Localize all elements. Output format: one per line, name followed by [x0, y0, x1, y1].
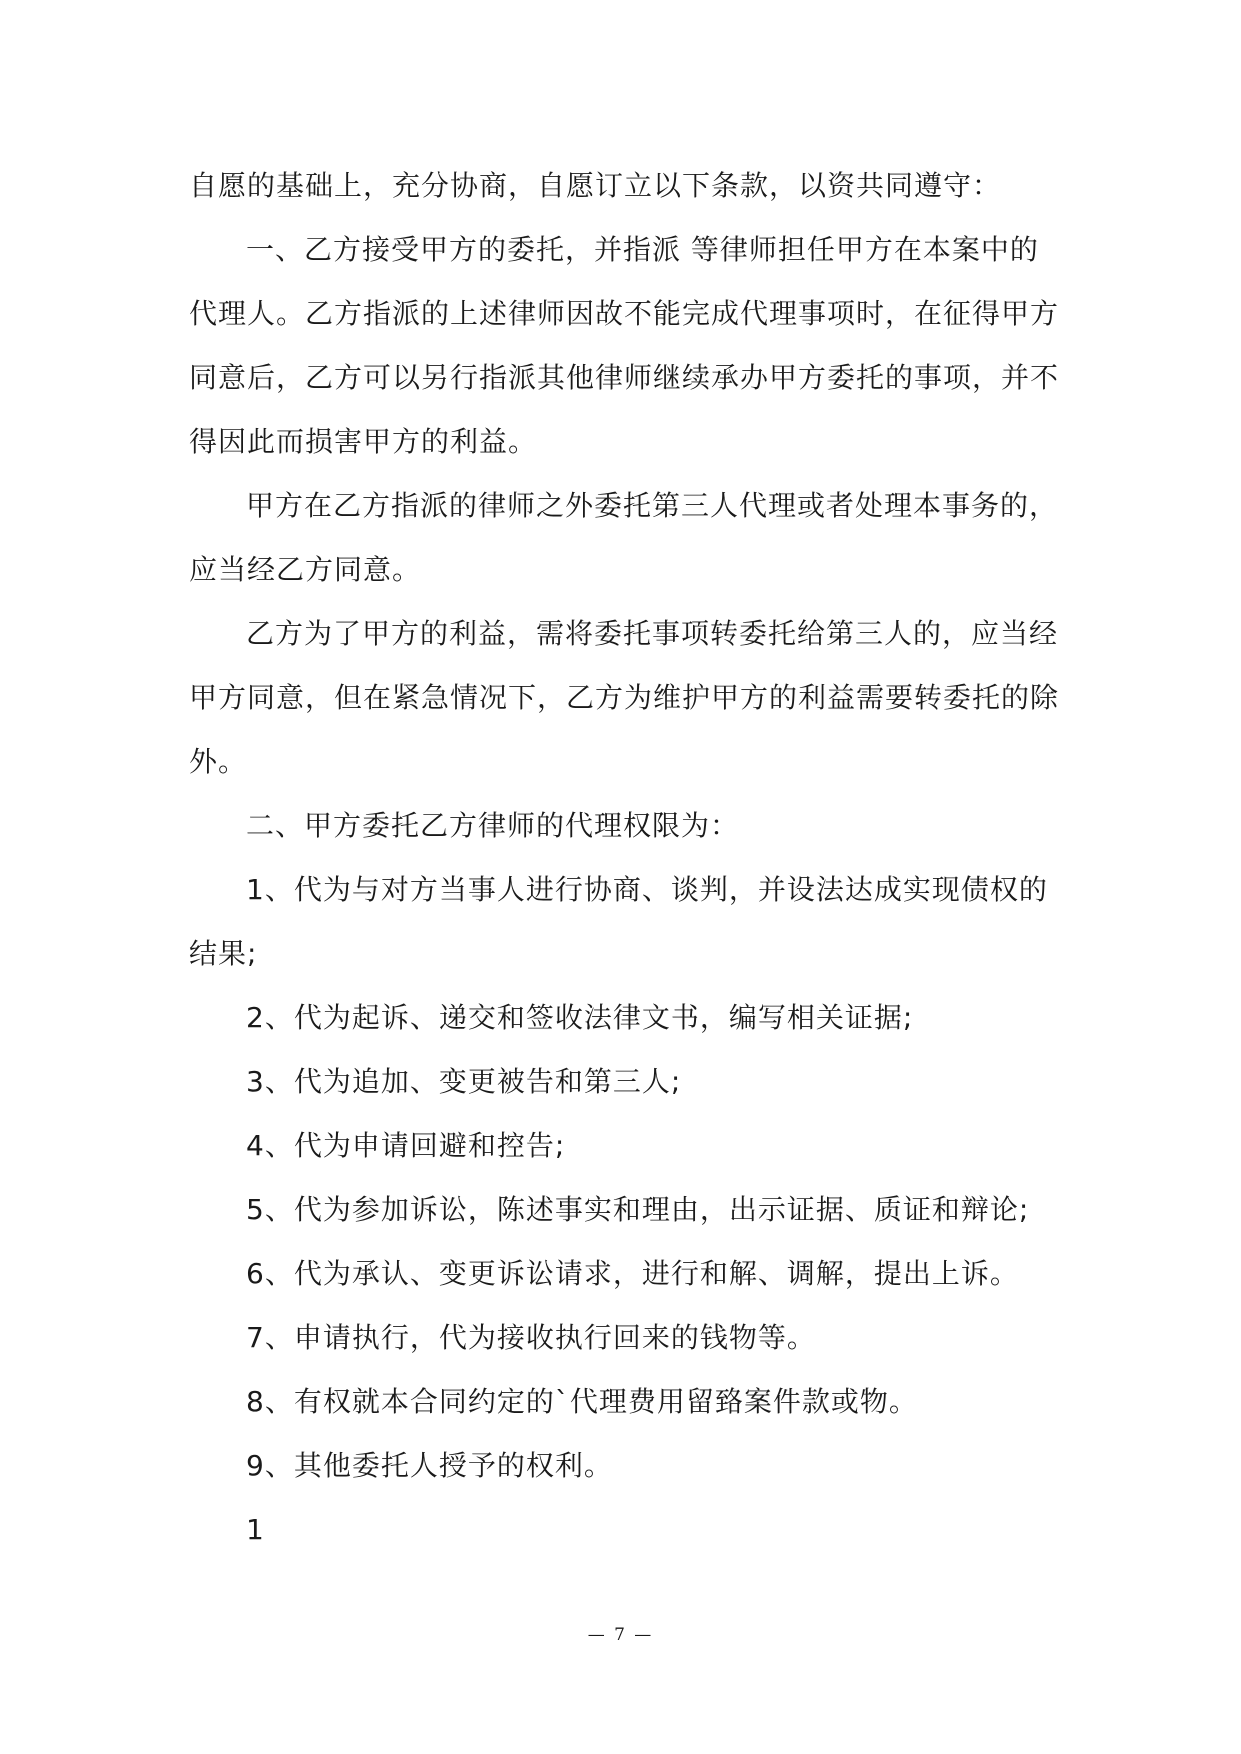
- text-line: 7、申请执行，代为接收执行回来的钱物等。: [246, 1321, 816, 1354]
- document-body: [189, 154, 1060, 1562]
- text-line: 乙方为了甲方的利益，需将委托事项转委托给第三人的，应当经: [246, 617, 1059, 650]
- text-line: 一、乙方接受甲方的委托，并指派 等律师担任甲方在本案中的: [246, 233, 1039, 266]
- text-line: 5、代为参加诉讼，陈述事实和理由，出示证据、质证和辩论;: [246, 1193, 1030, 1226]
- text-line: 6、代为承认、变更诉讼请求，进行和解、调解，提出上诉。: [246, 1257, 1019, 1290]
- text-line: 8、有权就本合同约定的`代理费用留臵案件款或物。: [246, 1385, 918, 1418]
- text-line: 1、代为与对方当事人进行协商、谈判，并设法达成实现债权的: [246, 873, 1048, 906]
- text-line: 2、代为起诉、递交和签收法律文书，编写相关证据;: [246, 1001, 914, 1034]
- text-line: 应当经乙方同意。: [189, 553, 422, 586]
- text-line: 9、其他委托人授予的权利。: [246, 1449, 613, 1482]
- text-line: 外。: [189, 745, 248, 778]
- text-line: 二、甲方委托乙方律师的代理权限为：: [246, 809, 740, 842]
- text-line: 3、代为追加、变更被告和第三人;: [246, 1065, 682, 1098]
- text-line: 得因此而损害甲方的利益。: [189, 425, 538, 458]
- text-line: 甲方同意，但在紧急情况下，乙方为维护甲方的利益需要转委托的除: [189, 681, 1060, 714]
- text-line: 结果;: [189, 937, 258, 970]
- text-line: 1: [246, 1513, 265, 1546]
- text-line: 4、代为申请回避和控告;: [246, 1129, 566, 1162]
- text-line: 甲方在乙方指派的律师之外委托第三人代理或者处理本事务的，: [246, 489, 1059, 522]
- page-number: — 7 —: [587, 1625, 654, 1645]
- text-line: 自愿的基础上，充分协商，自愿订立以下条款，以资共同遵守：: [189, 169, 1002, 202]
- text-line: 同意后，乙方可以另行指派其他律师继续承办甲方委托的事项，并不: [189, 361, 1060, 394]
- text-line: 代理人。乙方指派的上述律师因故不能完成代理事项时，在征得甲方: [189, 297, 1060, 330]
